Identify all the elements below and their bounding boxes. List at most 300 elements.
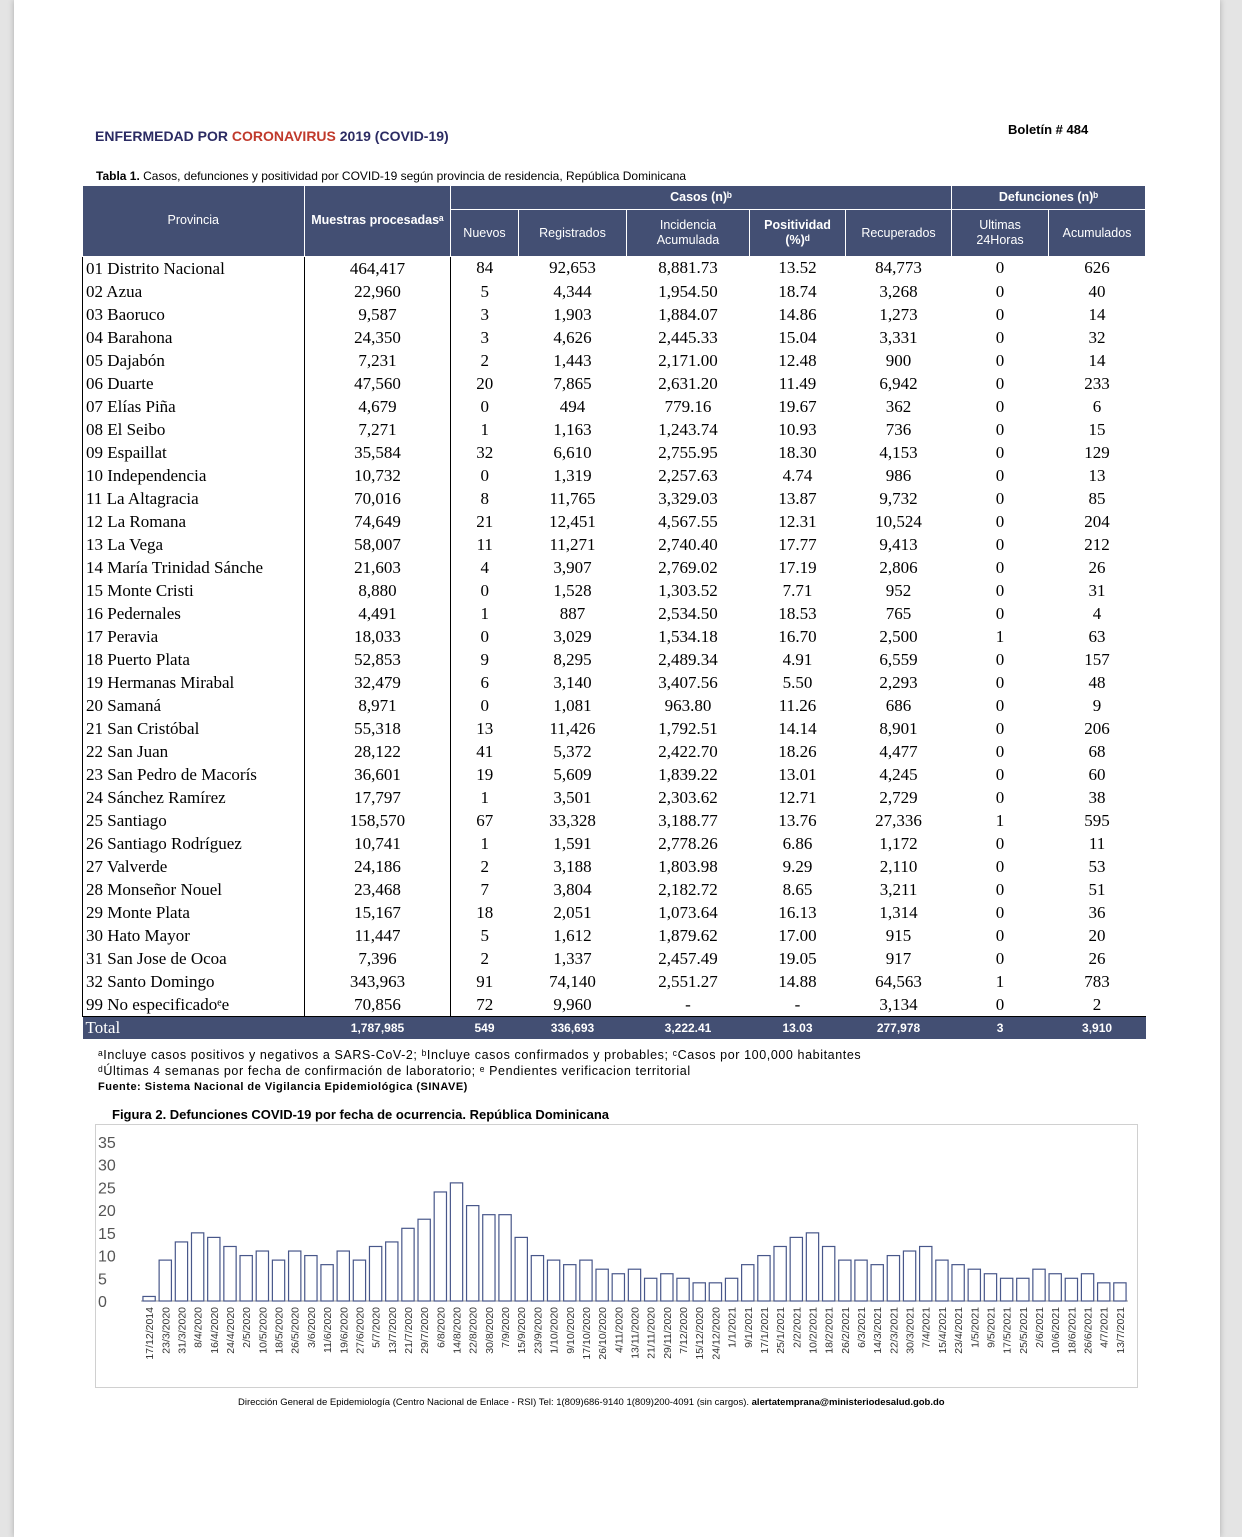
province-name: 03 Baoruco bbox=[83, 303, 305, 326]
table-cell: 92,653 bbox=[549, 258, 596, 278]
table-cell: 11.26 bbox=[778, 695, 817, 715]
province-name: 15 Monte Cristi bbox=[83, 579, 305, 602]
x-tick-label: 26/2/2021 bbox=[839, 1307, 852, 1354]
x-tick-label: 22/8/2020 bbox=[467, 1307, 480, 1354]
table-cell: 2,051 bbox=[553, 902, 592, 922]
table-cell: 3,907 bbox=[553, 557, 592, 577]
table-row bbox=[83, 556, 1146, 579]
bar bbox=[758, 1256, 770, 1301]
table-cell: 1,903 bbox=[553, 304, 592, 324]
table-cell: 362 bbox=[885, 396, 912, 416]
x-tick-label: 17/5/2021 bbox=[1001, 1307, 1014, 1354]
table-cell: 0 bbox=[995, 281, 1005, 301]
x-tick-label: 7/9/2020 bbox=[500, 1307, 513, 1348]
total-label: Total bbox=[83, 1016, 305, 1039]
table-cell: 63 bbox=[1088, 626, 1106, 646]
table-cell: - bbox=[627, 993, 750, 1017]
province-name: 30 Hato Mayor bbox=[83, 924, 305, 947]
table-cell: 13.01 bbox=[778, 764, 817, 784]
table-cell: 68 bbox=[1088, 741, 1106, 761]
table-cell: 7,396 bbox=[305, 947, 451, 970]
table-cell: 41 bbox=[476, 741, 494, 761]
table-cell: 917 bbox=[885, 948, 912, 968]
table-cell: 10,524 bbox=[875, 511, 922, 531]
bar bbox=[968, 1269, 980, 1301]
x-tick-label: 27/6/2020 bbox=[354, 1307, 367, 1354]
table-cell: 2,171.00 bbox=[658, 350, 718, 370]
x-tick-label: 15/4/2021 bbox=[936, 1307, 949, 1354]
bar bbox=[1017, 1278, 1029, 1301]
x-tick-label: 23/3/2020 bbox=[160, 1307, 173, 1354]
bar bbox=[709, 1283, 721, 1301]
province-name: 12 La Romana bbox=[83, 510, 305, 533]
table-row bbox=[83, 487, 1146, 510]
table-cell: 3 bbox=[480, 304, 489, 324]
x-tick-label: 4/11/2020 bbox=[613, 1307, 626, 1353]
table-cell: 686 bbox=[885, 695, 912, 715]
table-cell: 23,468 bbox=[305, 878, 451, 901]
bar bbox=[499, 1215, 511, 1301]
bar bbox=[790, 1237, 802, 1301]
table-cell: 1 bbox=[480, 419, 489, 439]
x-tick-label: 23/9/2020 bbox=[532, 1307, 545, 1354]
total-cell: 549 bbox=[451, 1016, 519, 1039]
table-row bbox=[83, 878, 1146, 901]
table-row bbox=[83, 602, 1146, 625]
table-cell: 36,601 bbox=[305, 763, 451, 786]
table-cell: 206 bbox=[1084, 718, 1110, 738]
table-cell: 2,534.50 bbox=[658, 603, 718, 623]
province-name: 05 Dajabón bbox=[83, 349, 305, 372]
province-name: 02 Azua bbox=[83, 280, 305, 303]
table-cell: 84,773 bbox=[875, 258, 922, 278]
table-cell: 4,477 bbox=[879, 741, 918, 761]
x-tick-label: 4/7/2021 bbox=[1098, 1307, 1111, 1348]
bar bbox=[984, 1274, 996, 1301]
table-cell: 963.80 bbox=[664, 695, 712, 715]
table-cell: 0 bbox=[995, 557, 1005, 577]
table-cell: 626 bbox=[1084, 258, 1110, 278]
table-cell: 7.71 bbox=[782, 580, 813, 600]
table-cell: 0 bbox=[995, 258, 1005, 278]
bulletin-title bbox=[95, 128, 449, 144]
table-cell: 233 bbox=[1084, 373, 1110, 393]
table-cell: 1,839.22 bbox=[658, 764, 718, 784]
province-name: 14 María Trinidad Sánche bbox=[83, 556, 305, 579]
table-cell: 17.00 bbox=[778, 925, 817, 945]
table-cell: 26 bbox=[1088, 557, 1106, 577]
province-name: 06 Duarte bbox=[83, 372, 305, 395]
col-recuperados: Recuperados bbox=[846, 210, 952, 257]
table-cell: 0 bbox=[995, 488, 1005, 508]
table-cell: 5.50 bbox=[782, 672, 813, 692]
table-cell: 31 bbox=[1088, 580, 1106, 600]
x-tick-label: 19/6/2020 bbox=[338, 1307, 351, 1354]
table-cell: 2,755.95 bbox=[658, 442, 718, 462]
bar bbox=[1000, 1278, 1012, 1301]
table-row bbox=[83, 970, 1146, 993]
table-row bbox=[83, 786, 1146, 809]
bar bbox=[175, 1242, 187, 1301]
table-row bbox=[83, 740, 1146, 763]
table-cell: 2,740.40 bbox=[658, 534, 718, 554]
bar bbox=[1065, 1278, 1077, 1301]
table-cell: 18.26 bbox=[778, 741, 817, 761]
table-cell: 0 bbox=[995, 741, 1005, 761]
table-cell: 58,007 bbox=[305, 533, 451, 556]
province-name: 10 Independencia bbox=[83, 464, 305, 487]
bar bbox=[952, 1265, 964, 1301]
bar bbox=[143, 1296, 155, 1301]
col-registrados: Registrados bbox=[519, 210, 627, 257]
table-cell: 19 bbox=[476, 764, 494, 784]
table-cell: 9,587 bbox=[305, 303, 451, 326]
province-name: 29 Monte Plata bbox=[83, 901, 305, 924]
table-cell: 21,603 bbox=[305, 556, 451, 579]
table-cell: 1 bbox=[995, 971, 1005, 991]
table-cell: 5 bbox=[480, 925, 489, 945]
x-tick-label: 7/12/2020 bbox=[678, 1307, 691, 1354]
table-cell: 1,243.74 bbox=[658, 419, 718, 439]
table-cell: 6 bbox=[480, 672, 489, 692]
x-tick-label: 29/11/2020 bbox=[661, 1307, 674, 1359]
y-tick-label: 25 bbox=[98, 1180, 116, 1198]
footer bbox=[238, 1397, 945, 1408]
x-tick-label: 11/6/2020 bbox=[322, 1307, 335, 1353]
table-cell: 2,257.63 bbox=[658, 465, 718, 485]
province-name: 26 Santiago Rodríguez bbox=[83, 832, 305, 855]
x-tick-label: 23/4/2021 bbox=[953, 1307, 966, 1354]
x-tick-label: 15/12/2020 bbox=[694, 1307, 707, 1360]
table-cell: 14.88 bbox=[778, 971, 817, 991]
table-cell: 16.13 bbox=[778, 902, 817, 922]
province-name: 19 Hermanas Mirabal bbox=[83, 671, 305, 694]
bar bbox=[871, 1265, 883, 1301]
table-cell: 91 bbox=[476, 971, 494, 991]
bar bbox=[661, 1274, 673, 1301]
table-row bbox=[83, 901, 1146, 924]
title-prefix: ENFERMEDAD POR bbox=[95, 128, 232, 144]
table-cell: 0 bbox=[995, 649, 1005, 669]
table-row bbox=[83, 349, 1146, 372]
table-cell: 1,303.52 bbox=[658, 580, 718, 600]
table-row bbox=[83, 256, 1146, 280]
group-defunciones: Defunciones (n)ᵇ bbox=[952, 186, 1146, 210]
bar bbox=[402, 1228, 414, 1301]
table-cell: 14 bbox=[1088, 350, 1106, 370]
note-source: Fuente: Sistema Nacional de Vigilancia Epidemiológica (SINAVE) bbox=[98, 1081, 468, 1093]
bar bbox=[531, 1256, 543, 1301]
table-cell: 3,188.77 bbox=[658, 810, 718, 830]
table-cell: 11,271 bbox=[549, 534, 596, 554]
bar bbox=[725, 1278, 737, 1301]
table-cell: 3,029 bbox=[553, 626, 592, 646]
bar bbox=[369, 1246, 381, 1301]
table-cell: 1,314 bbox=[879, 902, 918, 922]
table-cell: 0 bbox=[995, 925, 1005, 945]
table-cell: 3,140 bbox=[553, 672, 592, 692]
y-tick-label: 30 bbox=[98, 1157, 116, 1175]
bar bbox=[224, 1246, 236, 1301]
table-cell: 9,960 bbox=[519, 993, 627, 1017]
table-cell: 47,560 bbox=[305, 372, 451, 395]
y-tick-label: 0 bbox=[98, 1294, 107, 1311]
province-name: 13 La Vega bbox=[83, 533, 305, 556]
table-row bbox=[83, 303, 1146, 326]
x-tick-label: 8/4/2020 bbox=[192, 1307, 205, 1348]
bar bbox=[240, 1256, 252, 1301]
table-cell: 1,792.51 bbox=[658, 718, 718, 738]
table-cell: 4,491 bbox=[305, 602, 451, 625]
bar bbox=[677, 1278, 689, 1301]
x-tick-label: 26/10/2020 bbox=[597, 1307, 610, 1360]
footer-email[interactable]: alertatemprana@ministeriodesalud.gob.do bbox=[751, 1397, 945, 1408]
bar bbox=[353, 1260, 365, 1301]
province-name: 09 Espaillat bbox=[83, 441, 305, 464]
table-cell: 1 bbox=[995, 626, 1005, 646]
table-cell: 9.29 bbox=[782, 856, 813, 876]
table-cell: 17,797 bbox=[305, 786, 451, 809]
x-tick-label: 10/5/2020 bbox=[257, 1307, 270, 1354]
table-cell: 12.31 bbox=[778, 511, 817, 531]
table-cell: 1 bbox=[480, 787, 489, 807]
table-cell: 11.49 bbox=[778, 373, 817, 393]
table-caption-text: Casos, defunciones y positividad por COVID-19 según provincia de residencia, República Dominicana bbox=[139, 169, 687, 183]
table-cell: 11,447 bbox=[305, 924, 451, 947]
table-row bbox=[83, 464, 1146, 487]
table-cell: 9,413 bbox=[879, 534, 918, 554]
table-cell: 1,073.64 bbox=[658, 902, 718, 922]
col-ultimas-line2: 24Horas bbox=[976, 233, 1024, 247]
table-cell: 9,732 bbox=[879, 488, 918, 508]
table-cell: 0 bbox=[995, 304, 1005, 324]
figure-caption: Figura 2. Defunciones COVID-19 por fecha de ocurrencia. República Dominicana bbox=[112, 1107, 610, 1122]
table-cell: 13 bbox=[476, 718, 494, 738]
province-name: 01 Distrito Nacional bbox=[83, 256, 305, 280]
y-tick-label: 10 bbox=[98, 1248, 116, 1266]
x-tick-label: 14/3/2021 bbox=[872, 1307, 885, 1354]
table-cell: 2,729 bbox=[879, 787, 918, 807]
province-name: 04 Barahona bbox=[83, 326, 305, 349]
table-cell: 85 bbox=[1088, 488, 1106, 508]
col-ultimas bbox=[952, 210, 1049, 257]
table-cell: 1,528 bbox=[553, 580, 592, 600]
x-tick-label: 6/3/2021 bbox=[856, 1307, 869, 1348]
table-cell: 8,295 bbox=[553, 649, 592, 669]
table-row bbox=[83, 533, 1146, 556]
x-tick-label: 18/5/2020 bbox=[273, 1307, 286, 1354]
total-cell: 3,222.41 bbox=[627, 1016, 750, 1039]
table-caption-label: Tabla 1. bbox=[96, 169, 140, 183]
table-cell: 60 bbox=[1088, 764, 1106, 784]
table-cell: 33,328 bbox=[549, 810, 596, 830]
province-name: 16 Pedernales bbox=[83, 602, 305, 625]
table-cell: 0 bbox=[952, 993, 1049, 1017]
col-positividad-line1: Positividad bbox=[764, 218, 831, 232]
table-cell: 204 bbox=[1084, 511, 1110, 531]
bar bbox=[1081, 1274, 1093, 1301]
col-acumulados: Acumulados bbox=[1049, 210, 1146, 257]
table-cell: 3,134 bbox=[846, 993, 952, 1017]
table-cell: 5,372 bbox=[553, 741, 592, 761]
bar bbox=[855, 1260, 867, 1301]
table-cell: 4,567.55 bbox=[658, 511, 718, 531]
table-cell: 20 bbox=[1088, 925, 1106, 945]
bar bbox=[450, 1183, 462, 1301]
table-cell: 3,188 bbox=[553, 856, 592, 876]
table-cell: 2,769.02 bbox=[658, 557, 718, 577]
table-row bbox=[83, 809, 1146, 832]
bar bbox=[1114, 1283, 1126, 1301]
table-cell: 16.70 bbox=[778, 626, 817, 646]
table-cell: 1,319 bbox=[553, 465, 592, 485]
table-cell: 18.53 bbox=[778, 603, 817, 623]
table-row bbox=[83, 510, 1146, 533]
province-name: 11 La Altagracia bbox=[83, 487, 305, 510]
table-cell: 12.48 bbox=[778, 350, 817, 370]
table-cell: 986 bbox=[885, 465, 912, 485]
x-tick-label: 18/6/2021 bbox=[1066, 1307, 1079, 1354]
table-cell: 24,350 bbox=[305, 326, 451, 349]
table-cell: 0 bbox=[480, 626, 489, 646]
table-cell: 13.87 bbox=[778, 488, 817, 508]
bar bbox=[386, 1242, 398, 1301]
table-row bbox=[83, 924, 1146, 947]
bar bbox=[191, 1233, 203, 1301]
col-incidencia-line1: Incidencia bbox=[659, 218, 717, 232]
table-cell: 887 bbox=[559, 603, 586, 623]
table-cell: 70,016 bbox=[305, 487, 451, 510]
x-tick-label: 25/5/2021 bbox=[1017, 1307, 1030, 1354]
table-body bbox=[83, 256, 1146, 1039]
table-cell: 12.71 bbox=[778, 787, 817, 807]
x-tick-label: 24/4/2020 bbox=[224, 1307, 237, 1354]
x-tick-label: 16/4/2020 bbox=[208, 1307, 221, 1354]
table-cell: 494 bbox=[559, 396, 586, 416]
table-cell: 2,457.49 bbox=[658, 948, 718, 968]
table-cell: 4,153 bbox=[879, 442, 918, 462]
bar bbox=[418, 1219, 430, 1301]
table-cell: 343,963 bbox=[305, 970, 451, 993]
x-tick-label: 13/7/2021 bbox=[1114, 1307, 1127, 1354]
table-cell: 6 bbox=[1092, 396, 1102, 416]
table-cell: 3,331 bbox=[879, 327, 918, 347]
table-cell: 0 bbox=[480, 396, 489, 416]
x-tick-label: 26/6/2021 bbox=[1082, 1307, 1095, 1354]
bar bbox=[612, 1274, 624, 1301]
bar bbox=[564, 1265, 576, 1301]
table-cell: 18.30 bbox=[778, 442, 817, 462]
x-tick-label: 7/4/2021 bbox=[920, 1307, 933, 1348]
x-tick-label: 21/7/2020 bbox=[402, 1307, 415, 1354]
table-cell: 11 bbox=[476, 534, 493, 554]
bar bbox=[693, 1283, 705, 1301]
col-nuevos: Nuevos bbox=[451, 210, 519, 257]
province-name: 18 Puerto Plata bbox=[83, 648, 305, 671]
x-tick-label: 13/7/2020 bbox=[386, 1307, 399, 1354]
table-cell: 14.14 bbox=[778, 718, 817, 738]
table-cell: 3,804 bbox=[553, 879, 592, 899]
table-cell: 9 bbox=[1092, 695, 1102, 715]
x-tick-label: 1/10/2020 bbox=[548, 1307, 561, 1354]
table-cell: 2,551.27 bbox=[658, 971, 718, 991]
table-cell: 1,879.62 bbox=[658, 925, 718, 945]
y-tick-label: 15 bbox=[98, 1225, 116, 1243]
table-cell: 765 bbox=[885, 603, 912, 623]
table-row bbox=[83, 326, 1146, 349]
x-tick-label: 5/7/2020 bbox=[370, 1307, 383, 1348]
table-cell: 2,489.34 bbox=[658, 649, 718, 669]
table-cell: 32 bbox=[476, 442, 494, 462]
table-cell: 38 bbox=[1088, 787, 1106, 807]
x-tick-label: 1/5/2021 bbox=[969, 1307, 982, 1348]
bar bbox=[467, 1206, 479, 1301]
table-cell: 3 bbox=[480, 327, 489, 347]
table-row bbox=[83, 993, 1146, 1017]
table-cell: 10,741 bbox=[305, 832, 451, 855]
table-cell: 8,971 bbox=[305, 694, 451, 717]
bar bbox=[1098, 1283, 1110, 1301]
table-cell: 18.74 bbox=[778, 281, 817, 301]
table-cell: 0 bbox=[995, 534, 1005, 554]
table-cell: 4.91 bbox=[782, 649, 813, 669]
table-cell: 129 bbox=[1084, 442, 1110, 462]
total-row bbox=[83, 1016, 1146, 1039]
table-cell: 15,167 bbox=[305, 901, 451, 924]
table-cell: 8.65 bbox=[782, 879, 813, 899]
table-cell: 158,570 bbox=[305, 809, 451, 832]
table-cell: 13 bbox=[1088, 465, 1106, 485]
table-cell: 1,954.50 bbox=[658, 281, 718, 301]
table-cell: 72 bbox=[451, 993, 519, 1017]
group-casos: Casos (n)ᵇ bbox=[451, 186, 952, 210]
province-table bbox=[82, 186, 1146, 1039]
table-cell: 2 bbox=[1049, 993, 1146, 1017]
y-tick-label: 5 bbox=[98, 1271, 107, 1289]
table-cell: 0 bbox=[480, 465, 489, 485]
table-cell: 0 bbox=[995, 764, 1005, 784]
table-row bbox=[83, 648, 1146, 671]
total-cell: 277,978 bbox=[846, 1016, 952, 1039]
table-cell: 3,501 bbox=[553, 787, 592, 807]
table-cell: 1,443 bbox=[553, 350, 592, 370]
table-cell: 52,853 bbox=[305, 648, 451, 671]
x-tick-label: 18/2/2021 bbox=[823, 1307, 836, 1354]
table-cell: 4 bbox=[480, 557, 489, 577]
total-cell: 3,910 bbox=[1049, 1016, 1146, 1039]
table-cell: 32 bbox=[1088, 327, 1106, 347]
x-tick-label: 15/9/2020 bbox=[516, 1307, 529, 1354]
table-cell: 2 bbox=[480, 948, 489, 968]
table-cell: 53 bbox=[1088, 856, 1106, 876]
table-cell: 5,609 bbox=[553, 764, 592, 784]
table-cell: 7,271 bbox=[305, 418, 451, 441]
table-cell: 8 bbox=[480, 488, 489, 508]
table-row bbox=[83, 441, 1146, 464]
province-name: 17 Peravia bbox=[83, 625, 305, 648]
table-cell: - bbox=[750, 993, 846, 1017]
table-row bbox=[83, 947, 1146, 970]
province-name: 07 Elías Piña bbox=[83, 395, 305, 418]
table-cell: 74,649 bbox=[305, 510, 451, 533]
table-cell: 27,336 bbox=[875, 810, 922, 830]
table-cell: 2,293 bbox=[879, 672, 918, 692]
table-cell: 36 bbox=[1088, 902, 1106, 922]
table-cell: 7 bbox=[480, 879, 489, 899]
bar bbox=[645, 1278, 657, 1301]
table-cell: 0 bbox=[995, 511, 1005, 531]
table-cell: 4.74 bbox=[782, 465, 813, 485]
